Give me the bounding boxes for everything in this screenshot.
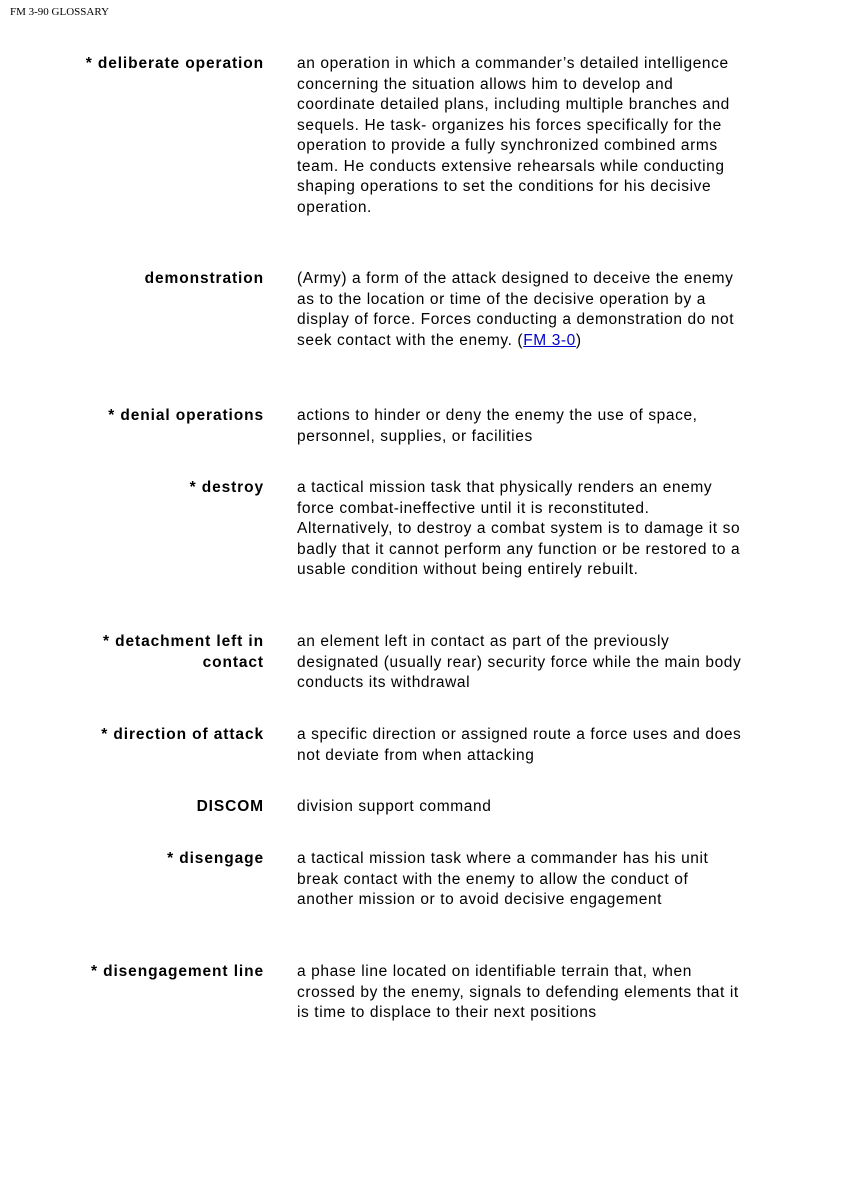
glossary-definition: a tactical mission task where a commander has his unit break contact with the enemy to allow the conduct of another mission or to avoid decisive engagement bbox=[297, 850, 709, 908]
glossary-definition: an element left in contact as part of the previously designated (usually rear) security force while the main body conducts its withdrawal bbox=[297, 633, 742, 691]
glossary-term: * deliberate operation bbox=[85, 55, 264, 72]
running-header: FM 3-90 GLOSSARY bbox=[10, 6, 110, 18]
glossary-term: * direction of attack bbox=[101, 726, 264, 743]
definition-text-end: ) bbox=[575, 331, 582, 349]
glossary-definition bbox=[297, 269, 745, 351]
glossary-term: DISCOM bbox=[196, 798, 264, 815]
glossary-term: * disengagement line bbox=[90, 963, 264, 980]
glossary-term: * detachment left in contact bbox=[103, 633, 264, 671]
glossary-term: * denial operations bbox=[108, 407, 264, 424]
glossary-definition: a tactical mission task that physically renders an enemy force combat-ineffective until it is reconstituted. Alternatively, to destroy a combat system is to damage it so badly that it cannot perform any function or be restored to a usable condition without being entirely rebuilt. bbox=[297, 479, 741, 578]
glossary-definition: division support command bbox=[297, 798, 492, 815]
glossary-definition: an operation in which a commander’s detailed intelligence concerning the situation allows him to develop and coordinate detailed plans, including multiple branches and sequels. He task- organizes his forces specifically for the operation to provide a fully synchronized combined arms team. He conducts extensive rehearsals while conducting shaping operations to set the conditions for his decisive operation. bbox=[297, 55, 730, 216]
glossary-definition: a phase line located on identifiable terrain that, when crossed by the enemy, signals to defending elements that it is time to displace to their next positions bbox=[297, 963, 739, 1021]
glossary-term: demonstration bbox=[144, 270, 264, 287]
definition-text: (Army) a form of the attack designed to deceive the enemy as to the location or time of the decisive operation by a display of force. Forces conducting a demonstration do not seek contact with the enemy. ( bbox=[297, 270, 735, 349]
glossary-term: * disengage bbox=[167, 850, 264, 867]
glossary-definition: a specific direction or assigned route a force uses and does not deviate from when attacking bbox=[297, 726, 742, 764]
glossary-term: * destroy bbox=[189, 479, 264, 496]
fm-3-0-reference-link[interactable]: FM 3-0 bbox=[523, 331, 576, 349]
glossary-definition: actions to hinder or deny the enemy the use of space, personnel, supplies, or facilities bbox=[297, 407, 698, 445]
